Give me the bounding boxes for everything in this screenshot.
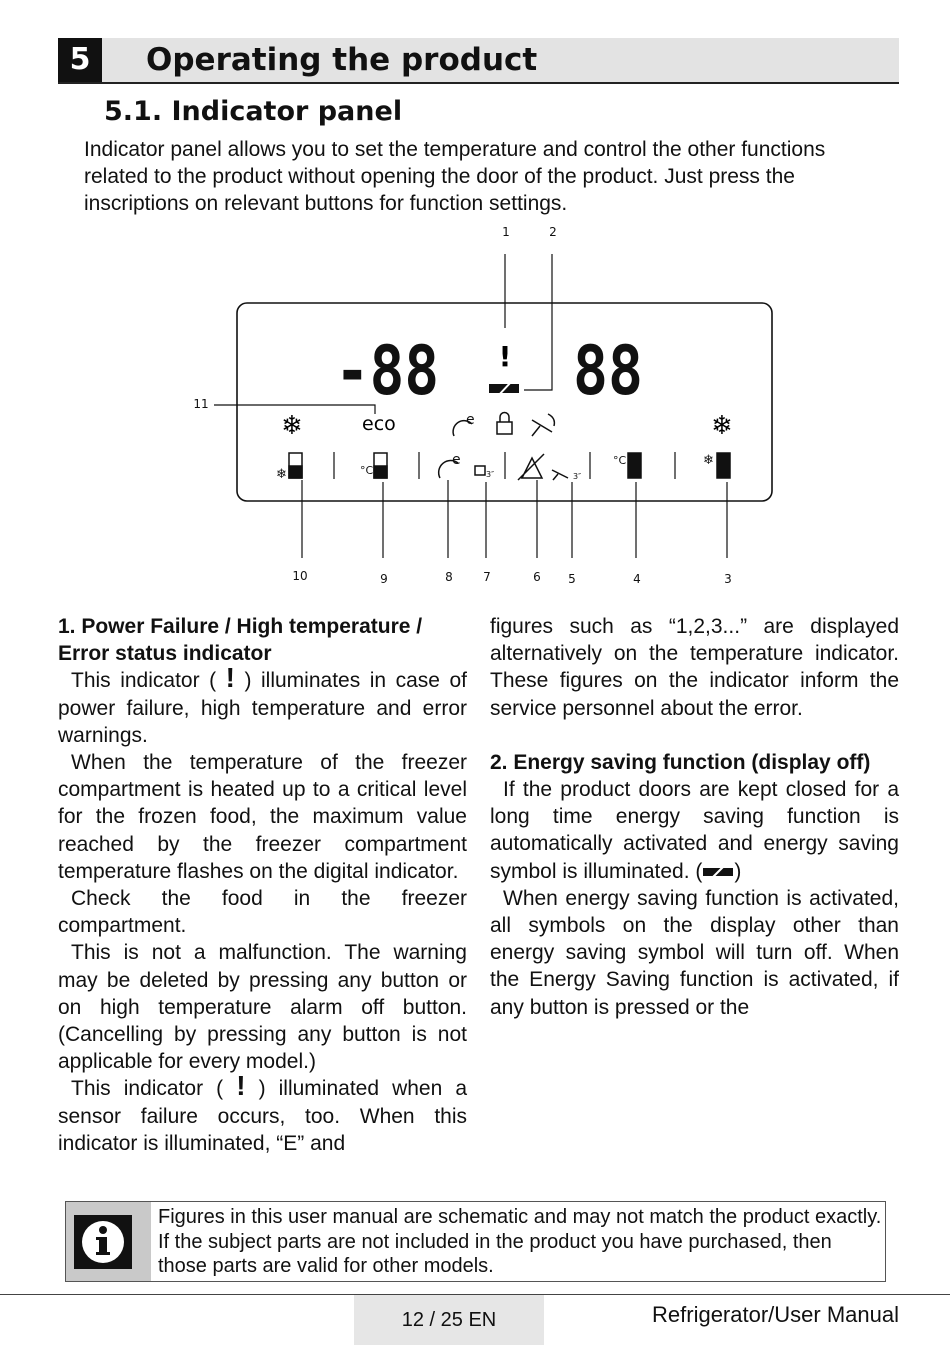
display-right-temperature: 88 <box>573 332 643 411</box>
heading-power-failure: 1. Power Failure / High temperature / Error status indicator <box>58 615 423 666</box>
left-column <box>58 613 467 1157</box>
energy-saving-icon <box>489 381 519 397</box>
callout-8: 8 <box>445 570 453 584</box>
section-title: 5.1. Indicator panel <box>104 96 403 127</box>
svg-text:❄: ❄ <box>276 467 287 482</box>
callout-3: 3 <box>724 572 732 586</box>
para-indicator-illuminates: This indicator ( ! ) illuminates in case of power failure, high temperature and error warnings. <box>58 662 467 747</box>
callout-6: 6 <box>533 570 541 584</box>
vacation-icon <box>532 414 554 436</box>
alarm-off-button-icon <box>518 454 544 480</box>
para-freezer-heated: When the temperature of the freezer compartment is heated up to a critical level for the frozen food, the maximum value reached by the freezer compartment temperature flashes on the digital indicator. <box>58 751 467 883</box>
manual-title: Refrigerator/User Manual <box>652 1302 899 1327</box>
lock-icon <box>497 422 512 434</box>
right-snowflake-icon: ❄ <box>711 411 733 441</box>
lock-button-icon <box>475 466 485 475</box>
svg-text:3″: 3″ <box>573 472 582 481</box>
vacation-button-icon <box>552 470 568 480</box>
para-energy-saving-activated: When energy saving function is activated, all symbols on the display other than energy saving symbol will turn off. When the Energy Saving function is activated, if any button is pressed or the <box>490 886 899 1019</box>
eco-label: eco <box>362 413 396 435</box>
callout-1: 1 <box>502 225 510 239</box>
exclamation-icon: ! <box>225 662 235 694</box>
svg-text:°C: °C <box>360 464 374 477</box>
fridge-temp-button-icon <box>628 453 641 478</box>
section-intro: Indicator panel allows you to set the temperature and control the other functions related to the product without opening the door of the product. Just press the inscriptions on relevant buttons for function settings. <box>84 138 826 215</box>
callout-4: 4 <box>633 572 641 586</box>
para-doors-closed: If the product doors are kept closed for a long time energy saving function is automatically activated and energy saving symbol is illuminated. ( ) <box>490 778 899 883</box>
svg-text:°C: °C <box>613 454 627 467</box>
page-number: 12 / 25 EN <box>354 1295 544 1345</box>
callout-5: 5 <box>568 572 576 586</box>
right-column <box>490 613 899 1021</box>
callout-11: 11 <box>193 397 209 411</box>
heading-energy-saving: 2. Energy saving function (display off) <box>490 750 871 774</box>
info-icon <box>66 1202 151 1281</box>
svg-text:e: e <box>452 452 461 468</box>
para-check-food: Check the food in the freezer compartment. <box>58 887 467 938</box>
alarm-exclamation-icon: ! <box>498 340 512 373</box>
callout-7: 7 <box>483 570 491 584</box>
svg-text:3″: 3″ <box>486 470 495 479</box>
svg-text:e: e <box>466 412 475 428</box>
callout-10: 10 <box>292 569 308 583</box>
info-note <box>65 1201 886 1282</box>
para-sensor-failure: This indicator ( ! ) illuminated when a sensor failure occurs, too. When this indicator is illuminated, “E” and <box>58 1070 468 1155</box>
exclamation-icon: ! <box>236 1070 246 1102</box>
callout-2: 2 <box>549 225 557 239</box>
para-figures-displayed: figures such as “1,2,3...” are displayed alternatively on the temperature indicator. These figures on the indicator inform the service personnel about the error. <box>490 615 899 720</box>
note-text: Figures in this user manual are schematic and may not match the product exactly. If the subject parts are not included in the product you have purchased, then those parts are valid for other models. <box>158 1206 882 1277</box>
fridge-button-icon <box>717 453 730 478</box>
indicator-panel-diagram <box>0 220 950 600</box>
chapter-title: Operating the product <box>146 42 538 78</box>
energy-saving-symbol-icon <box>702 865 734 879</box>
svg-text:❄: ❄ <box>703 453 714 468</box>
left-snowflake-icon: ❄ <box>281 411 303 441</box>
callout-9: 9 <box>380 572 388 586</box>
para-not-malfunction: This is not a malfunction. The warning may be deleted by pressing any button or on high temperature alarm off button. (Cancelling by pressing any button is not applicable for every model.) <box>58 941 467 1074</box>
chapter-number: 5 <box>58 38 102 82</box>
display-left-temperature: -88 <box>335 332 439 411</box>
